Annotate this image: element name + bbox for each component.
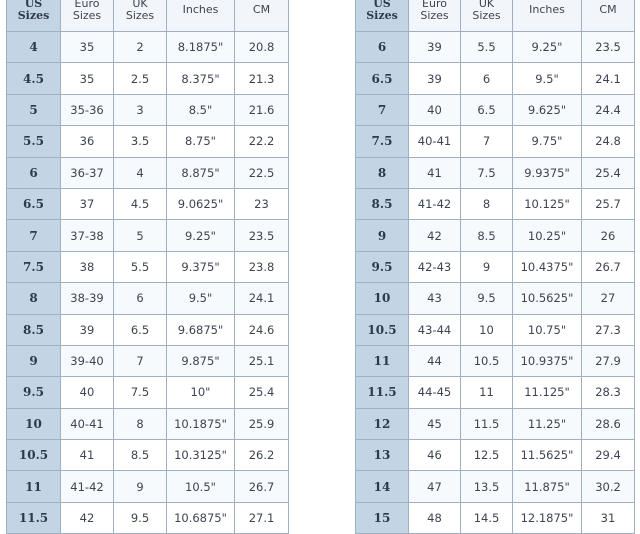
inches-cell: 9.75" — [513, 126, 582, 157]
inches-cell: 9.5" — [513, 63, 582, 94]
table-header — [356, 0, 635, 32]
us-size-cell: 9 — [356, 220, 409, 251]
euro-size-cell: 40 — [409, 94, 461, 125]
us-size-cell: 7.5 — [7, 251, 61, 282]
inches-cell: 10.75" — [513, 314, 582, 345]
uk-size-cell: 9 — [461, 251, 513, 282]
us-size-cell: 7.5 — [356, 126, 409, 157]
table-row — [7, 440, 289, 471]
euro-size-cell: 44-45 — [409, 377, 461, 408]
inches-cell: 12.1875" — [513, 502, 582, 533]
inches-header: Inches — [513, 0, 582, 32]
cm-cell: 23.5 — [235, 220, 289, 251]
euro-size-cell: 35 — [61, 32, 114, 63]
euro-sizes-header: Euro Sizes — [61, 0, 114, 32]
euro-size-cell: 42 — [409, 220, 461, 251]
us-size-cell: 14 — [356, 471, 409, 502]
cm-cell: 28.3 — [582, 377, 635, 408]
table-row — [356, 440, 635, 471]
table-row — [356, 188, 635, 219]
cm-header: CM — [582, 0, 635, 32]
us-size-cell: 8 — [7, 283, 61, 314]
cm-cell: 24.4 — [582, 94, 635, 125]
uk-size-cell: 8.5 — [114, 440, 167, 471]
uk-size-cell: 7.5 — [461, 157, 513, 188]
uk-size-cell: 10.5 — [461, 345, 513, 376]
table-row — [7, 408, 289, 439]
cm-cell: 25.7 — [582, 188, 635, 219]
us-size-cell: 7 — [356, 94, 409, 125]
inches-cell: 10.9375" — [513, 345, 582, 376]
euro-size-cell: 39 — [409, 63, 461, 94]
uk-size-cell: 3.5 — [114, 126, 167, 157]
us-size-cell: 6.5 — [7, 188, 61, 219]
euro-size-cell: 38 — [61, 251, 114, 282]
uk-size-cell: 7 — [114, 345, 167, 376]
uk-size-cell: 4 — [114, 157, 167, 188]
us-size-cell: 5.5 — [7, 126, 61, 157]
euro-size-cell: 45 — [409, 408, 461, 439]
cm-cell: 21.6 — [235, 94, 289, 125]
inches-cell: 11.25" — [513, 408, 582, 439]
cm-cell: 25.4 — [235, 377, 289, 408]
us-size-cell: 11 — [356, 345, 409, 376]
size-chart-table-right — [355, 0, 635, 534]
uk-size-cell: 7.5 — [114, 377, 167, 408]
inches-cell: 11.5625" — [513, 440, 582, 471]
cm-cell: 21.3 — [235, 63, 289, 94]
euro-size-cell: 44 — [409, 345, 461, 376]
cm-header: CM — [235, 0, 289, 32]
cm-cell: 20.8 — [235, 32, 289, 63]
cm-cell: 26.7 — [235, 471, 289, 502]
us-sizes-header: US Sizes — [7, 0, 61, 32]
uk-size-cell: 11 — [461, 377, 513, 408]
uk-size-cell: 3 — [114, 94, 167, 125]
euro-size-cell: 36-37 — [61, 157, 114, 188]
uk-size-cell: 6 — [114, 283, 167, 314]
inches-cell: 10.1875" — [167, 408, 235, 439]
uk-size-cell: 5 — [114, 220, 167, 251]
us-size-cell: 11.5 — [7, 502, 61, 533]
cm-cell: 26.7 — [582, 251, 635, 282]
euro-size-cell: 42-43 — [409, 251, 461, 282]
cm-cell: 23.8 — [235, 251, 289, 282]
table-row — [7, 94, 289, 125]
table-row — [356, 220, 635, 251]
cm-cell: 27 — [582, 283, 635, 314]
us-size-cell: 11.5 — [356, 377, 409, 408]
cm-cell: 28.6 — [582, 408, 635, 439]
inches-cell: 9.875" — [167, 345, 235, 376]
euro-size-cell: 37-38 — [61, 220, 114, 251]
euro-size-cell: 43-44 — [409, 314, 461, 345]
us-size-cell: 13 — [356, 440, 409, 471]
cm-cell: 27.1 — [235, 502, 289, 533]
us-size-cell: 6 — [7, 157, 61, 188]
table-row — [356, 126, 635, 157]
euro-size-cell: 35-36 — [61, 94, 114, 125]
us-size-cell: 15 — [356, 502, 409, 533]
uk-size-cell: 2 — [114, 32, 167, 63]
uk-size-cell: 11.5 — [461, 408, 513, 439]
uk-size-cell: 6.5 — [114, 314, 167, 345]
inches-cell: 8.875" — [167, 157, 235, 188]
table-row — [356, 63, 635, 94]
uk-size-cell: 6.5 — [461, 94, 513, 125]
inches-cell: 9.5" — [167, 283, 235, 314]
us-size-cell: 11 — [7, 471, 61, 502]
table-row — [7, 251, 289, 282]
cm-cell: 22.2 — [235, 126, 289, 157]
cm-cell: 24.1 — [235, 283, 289, 314]
cm-cell: 25.1 — [235, 345, 289, 376]
us-size-cell: 7 — [7, 220, 61, 251]
inches-cell: 9.0625" — [167, 188, 235, 219]
euro-size-cell: 36 — [61, 126, 114, 157]
cm-cell: 25.4 — [582, 157, 635, 188]
us-size-cell: 9 — [7, 345, 61, 376]
cm-cell: 23.5 — [582, 32, 635, 63]
table-body — [7, 32, 289, 534]
cm-cell: 31 — [582, 502, 635, 533]
cm-cell: 23 — [235, 188, 289, 219]
inches-cell: 10.25" — [513, 220, 582, 251]
us-size-cell: 5 — [7, 94, 61, 125]
inches-cell: 10.5625" — [513, 283, 582, 314]
euro-size-cell: 40-41 — [409, 126, 461, 157]
table-row — [356, 32, 635, 63]
inches-cell: 10.4375" — [513, 251, 582, 282]
euro-size-cell: 47 — [409, 471, 461, 502]
uk-size-cell: 5.5 — [114, 251, 167, 282]
euro-size-cell: 35 — [61, 63, 114, 94]
inches-cell: 8.375" — [167, 63, 235, 94]
euro-size-cell: 38-39 — [61, 283, 114, 314]
us-size-cell: 10.5 — [356, 314, 409, 345]
table-row — [7, 314, 289, 345]
uk-size-cell: 9.5 — [461, 283, 513, 314]
table-row — [7, 220, 289, 251]
table-row — [7, 188, 289, 219]
inches-cell: 8.1875" — [167, 32, 235, 63]
inches-cell: 9.625" — [513, 94, 582, 125]
inches-cell: 8.5" — [167, 94, 235, 125]
cm-cell: 27.9 — [582, 345, 635, 376]
inches-cell: 11.125" — [513, 377, 582, 408]
table-row — [7, 345, 289, 376]
inches-cell: 9.375" — [167, 251, 235, 282]
uk-size-cell: 2.5 — [114, 63, 167, 94]
uk-size-cell: 14.5 — [461, 502, 513, 533]
uk-size-cell: 4.5 — [114, 188, 167, 219]
euro-size-cell: 40-41 — [61, 408, 114, 439]
euro-size-cell: 39-40 — [61, 345, 114, 376]
cm-cell: 24.8 — [582, 126, 635, 157]
table-row — [356, 314, 635, 345]
table-row — [7, 502, 289, 533]
uk-size-cell: 8.5 — [461, 220, 513, 251]
euro-size-cell: 37 — [61, 188, 114, 219]
table-row — [7, 283, 289, 314]
cm-cell: 26 — [582, 220, 635, 251]
us-size-cell: 8 — [356, 157, 409, 188]
euro-size-cell: 39 — [61, 314, 114, 345]
table-row — [356, 157, 635, 188]
size-chart-table-left — [6, 0, 289, 534]
inches-cell: 10" — [167, 377, 235, 408]
uk-sizes-header: UK Sizes — [461, 0, 513, 32]
cm-cell: 27.3 — [582, 314, 635, 345]
cm-cell: 25.9 — [235, 408, 289, 439]
cm-cell: 24.1 — [582, 63, 635, 94]
uk-size-cell: 10 — [461, 314, 513, 345]
us-size-cell: 9.5 — [7, 377, 61, 408]
table-row — [356, 502, 635, 533]
euro-size-cell: 39 — [409, 32, 461, 63]
uk-size-cell: 9.5 — [114, 502, 167, 533]
uk-size-cell: 9 — [114, 471, 167, 502]
us-size-cell: 8.5 — [7, 314, 61, 345]
table-row — [7, 157, 289, 188]
inches-header: Inches — [167, 0, 235, 32]
table-row — [356, 283, 635, 314]
inches-cell: 9.25" — [513, 32, 582, 63]
euro-size-cell: 40 — [61, 377, 114, 408]
euro-sizes-header: Euro Sizes — [409, 0, 461, 32]
table-row — [7, 126, 289, 157]
cm-cell: 29.4 — [582, 440, 635, 471]
uk-size-cell: 12.5 — [461, 440, 513, 471]
inches-cell: 10.125" — [513, 188, 582, 219]
uk-size-cell: 6 — [461, 63, 513, 94]
euro-size-cell: 43 — [409, 283, 461, 314]
us-size-cell: 4 — [7, 32, 61, 63]
uk-size-cell: 7 — [461, 126, 513, 157]
table-row — [7, 32, 289, 63]
euro-size-cell: 41-42 — [409, 188, 461, 219]
inches-cell: 9.25" — [167, 220, 235, 251]
inches-cell: 8.75" — [167, 126, 235, 157]
euro-size-cell: 48 — [409, 502, 461, 533]
cm-cell: 26.2 — [235, 440, 289, 471]
inches-cell: 10.5" — [167, 471, 235, 502]
table-row — [356, 94, 635, 125]
table-row — [356, 251, 635, 282]
inches-cell: 9.9375" — [513, 157, 582, 188]
us-size-cell: 12 — [356, 408, 409, 439]
us-size-cell: 8.5 — [356, 188, 409, 219]
table-row — [7, 471, 289, 502]
table-row — [7, 63, 289, 94]
table-row — [7, 377, 289, 408]
table-row — [356, 408, 635, 439]
euro-size-cell: 46 — [409, 440, 461, 471]
table-row — [356, 345, 635, 376]
cm-cell: 24.6 — [235, 314, 289, 345]
uk-size-cell: 8 — [461, 188, 513, 219]
euro-size-cell: 41 — [61, 440, 114, 471]
inches-cell: 10.3125" — [167, 440, 235, 471]
us-size-cell: 10 — [356, 283, 409, 314]
euro-size-cell: 41 — [409, 157, 461, 188]
inches-cell: 10.6875" — [167, 502, 235, 533]
table-body — [356, 32, 635, 534]
uk-size-cell: 5.5 — [461, 32, 513, 63]
us-size-cell: 4.5 — [7, 63, 61, 94]
table-row — [356, 377, 635, 408]
euro-size-cell: 42 — [61, 502, 114, 533]
cm-cell: 30.2 — [582, 471, 635, 502]
uk-size-cell: 8 — [114, 408, 167, 439]
us-size-cell: 10.5 — [7, 440, 61, 471]
us-sizes-header: US Sizes — [356, 0, 409, 32]
uk-size-cell: 13.5 — [461, 471, 513, 502]
us-size-cell: 6.5 — [356, 63, 409, 94]
us-size-cell: 10 — [7, 408, 61, 439]
table-header — [7, 0, 289, 32]
table-row — [356, 471, 635, 502]
uk-sizes-header: UK Sizes — [114, 0, 167, 32]
euro-size-cell: 41-42 — [61, 471, 114, 502]
us-size-cell: 6 — [356, 32, 409, 63]
inches-cell: 11.875" — [513, 471, 582, 502]
inches-cell: 9.6875" — [167, 314, 235, 345]
us-size-cell: 9.5 — [356, 251, 409, 282]
cm-cell: 22.5 — [235, 157, 289, 188]
